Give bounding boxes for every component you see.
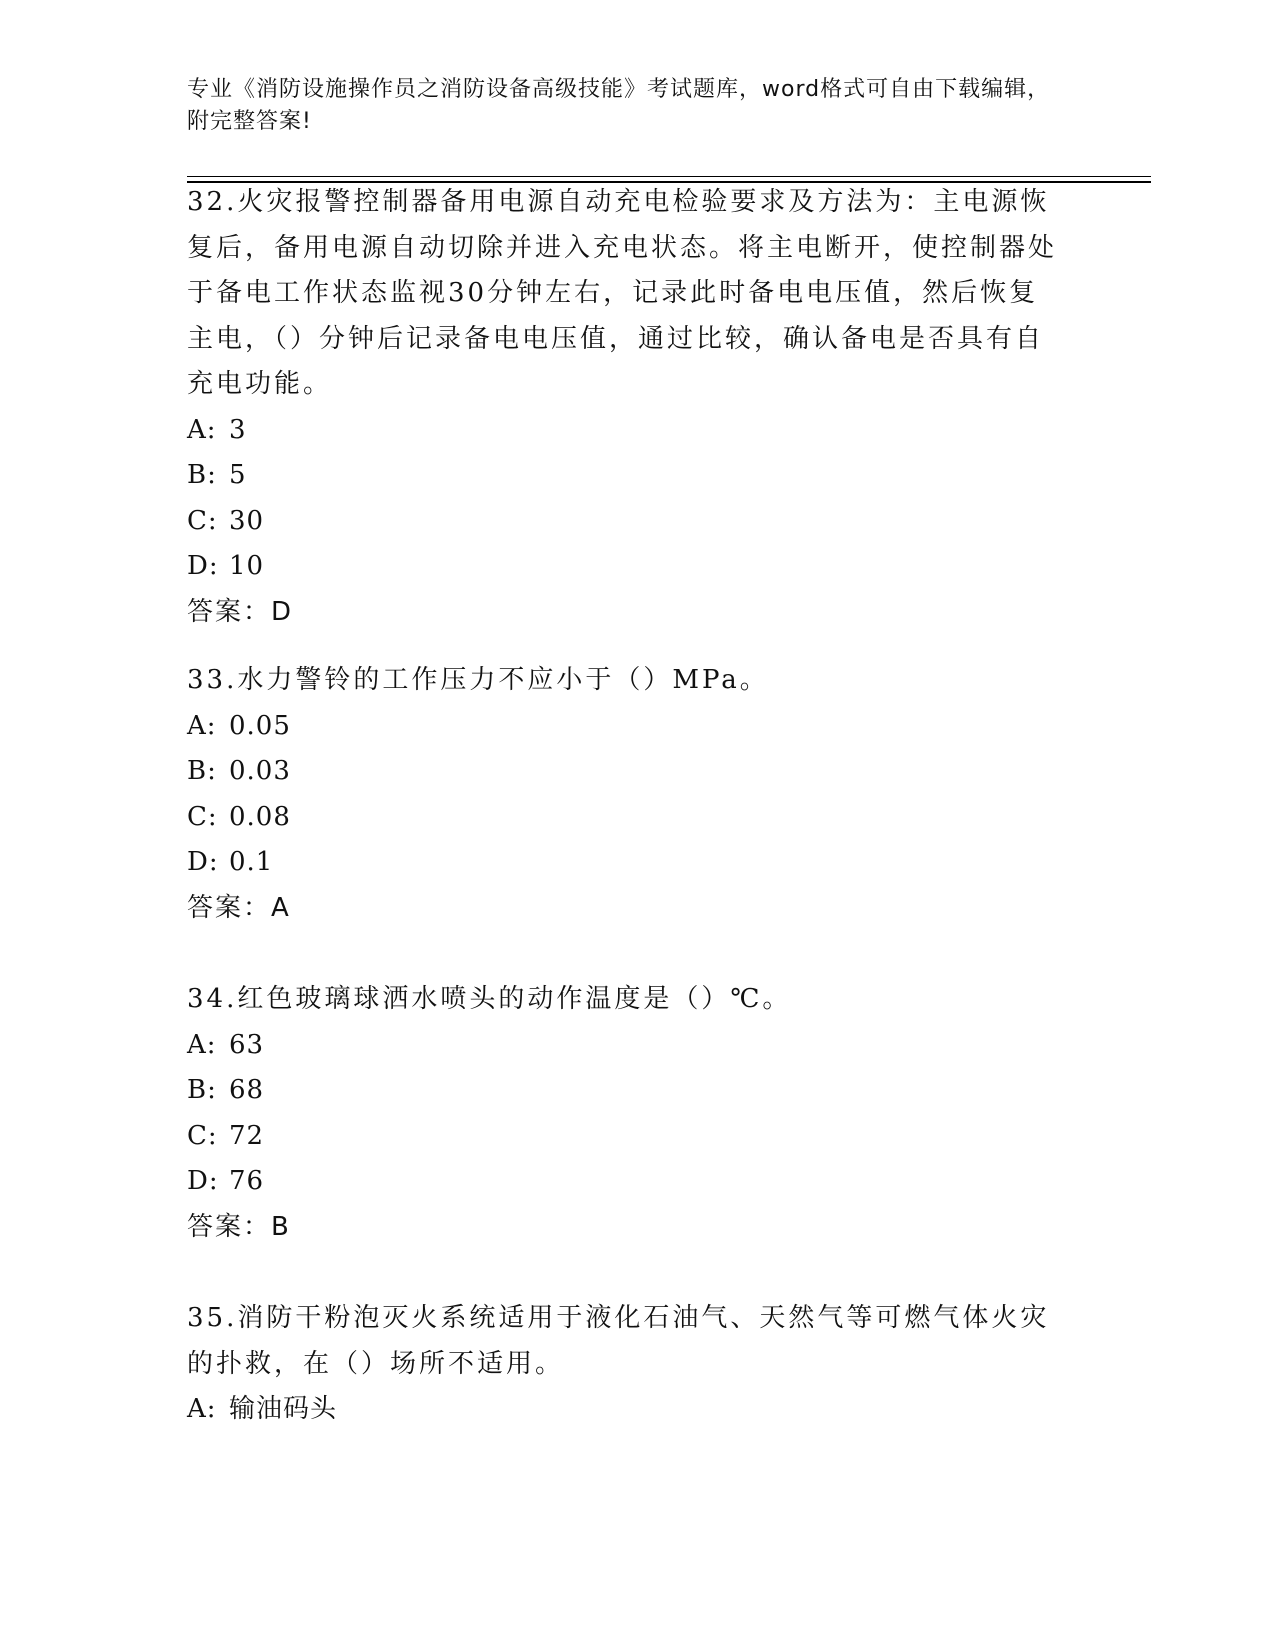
option-a: A: 输油码头 bbox=[187, 1394, 338, 1424]
question-stem: 32.火灾报警控制器备用电源自动充电检验要求及方法为：主电源恢复后，备用电源自动切除并进入充电状态。将主电断开，使控制器处于备电工作状态监视30分钟左右，记录此时备电电压值，然后恢复主电，（）分钟后记录备电电压值，通过比较，确认备电是否具有自充电功能。 bbox=[187, 187, 1058, 399]
option-b: B: 0.03 bbox=[187, 756, 291, 786]
option-d: D: 76 bbox=[187, 1166, 265, 1196]
question-stem: 33.水力警铃的工作压力不应小于（）MPa。 bbox=[187, 665, 769, 695]
question-33 bbox=[187, 658, 1067, 931]
option-a: A: 0.05 bbox=[187, 710, 291, 741]
document-header: 专业《消防设施操作员之消防设备高级技能》考试题库，word格式可自由下载编辑，附完整答案! bbox=[187, 77, 1051, 134]
question-32 bbox=[187, 180, 1067, 635]
option-c: C: 72 bbox=[187, 1120, 265, 1151]
answer: 答案：B bbox=[187, 1211, 291, 1242]
option-d: D: 10 bbox=[187, 551, 265, 581]
question-stem: 34.红色玻璃球洒水喷头的动作温度是（）℃。 bbox=[187, 984, 792, 1014]
option-c: C: 30 bbox=[187, 505, 265, 536]
answer: 答案：D bbox=[187, 596, 294, 627]
question-stem: 35.消防干粉泡灭火系统适用于液化石油气、天然气等可燃气体火灾的扑救，在（）场所不适用。 bbox=[187, 1303, 1050, 1379]
option-a: A: 63 bbox=[187, 1029, 265, 1060]
option-a: A: 3 bbox=[187, 414, 247, 445]
question-35 bbox=[187, 1296, 1067, 1433]
option-b: B: 5 bbox=[187, 460, 247, 490]
option-b: B: 68 bbox=[187, 1075, 265, 1105]
option-c: C: 0.08 bbox=[187, 801, 291, 832]
answer: 答案：A bbox=[187, 892, 291, 923]
option-d: D: 0.1 bbox=[187, 847, 274, 877]
question-34 bbox=[187, 977, 1067, 1250]
header-divider-thin bbox=[187, 176, 1151, 177]
